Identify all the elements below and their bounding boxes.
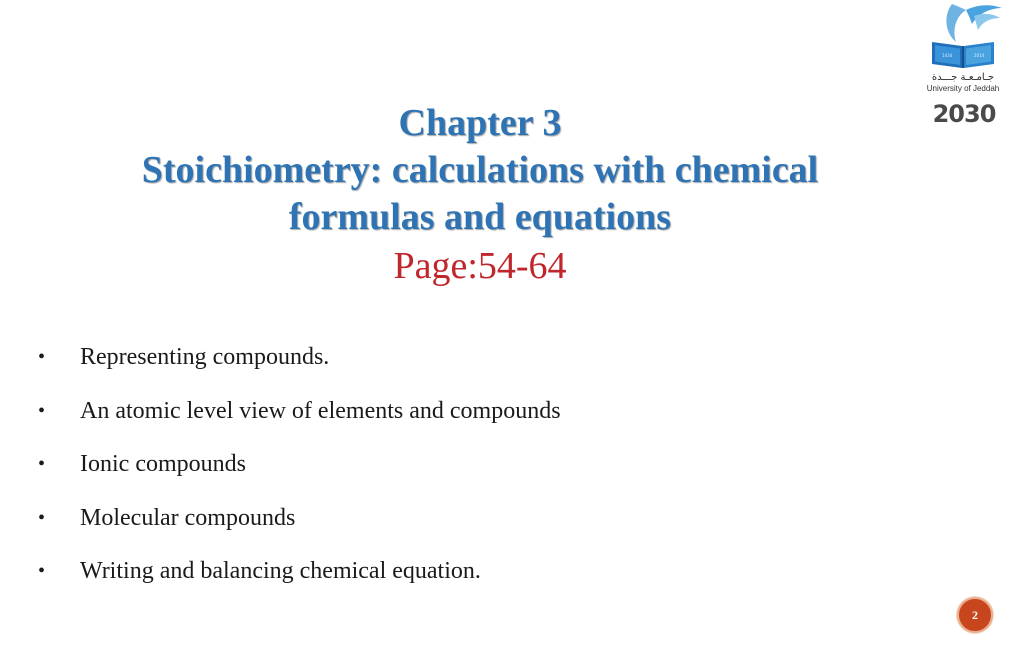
svg-text:1434: 1434	[942, 53, 953, 58]
list-item	[38, 551, 918, 605]
list-item	[38, 498, 918, 552]
list-item-text: An atomic level view of elements and compounds	[80, 397, 561, 424]
topic-list	[38, 337, 918, 605]
subtitle-line-1: Stoichiometry: calculations with chemical	[141, 149, 819, 191]
university-logo	[922, 2, 1004, 130]
list-item-text: Writing and balancing chemical equation.	[80, 558, 481, 584]
list-item-text: Ionic compounds	[80, 451, 246, 477]
logo-arabic-name: جـامـعـة جـــدة	[931, 72, 995, 83]
list-item-text: Molecular compounds	[80, 504, 296, 531]
list-item-text: Representing compounds.	[80, 344, 330, 370]
bullet-icon: •	[38, 506, 46, 529]
logo-english-name: University of Jeddah	[926, 84, 1000, 93]
chapter-title: Chapter 3	[398, 102, 562, 144]
bullet-icon: •	[38, 560, 46, 582]
list-item	[38, 444, 918, 498]
svg-text:2014: 2014	[974, 53, 985, 58]
slide-number-badge	[957, 597, 993, 633]
bullet-icon: •	[38, 399, 46, 422]
title-block	[40, 100, 920, 291]
bullet-icon: •	[38, 453, 46, 475]
subtitle-line-2: formulas and equations	[288, 196, 672, 238]
slide-number: 2	[972, 608, 978, 622]
bullet-icon: •	[38, 346, 46, 368]
list-item	[38, 337, 918, 391]
list-item	[38, 391, 918, 445]
page-range: Page:54-64	[393, 245, 567, 287]
vision-2030-logo: 2030	[932, 100, 996, 128]
university-emblem-icon	[922, 2, 1004, 72]
